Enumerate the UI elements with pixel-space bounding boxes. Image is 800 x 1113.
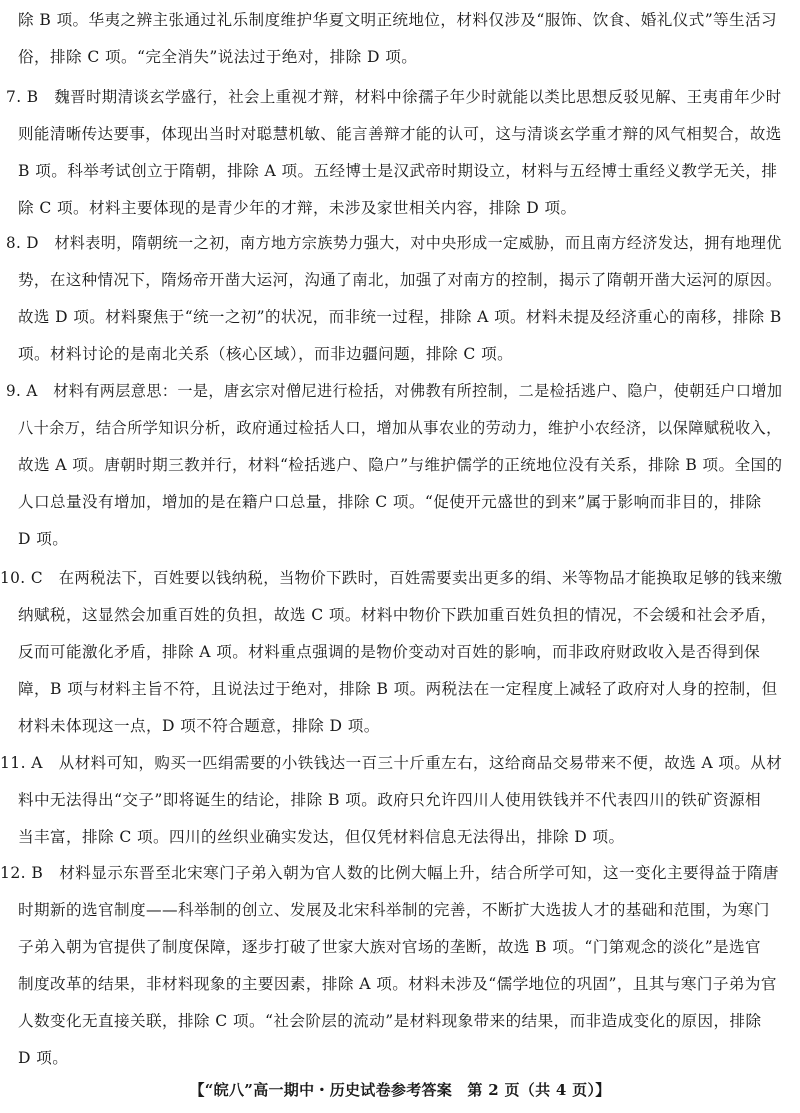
answer-line: 纳赋税，这显然会加重百姓的负担，故选 C 项。材料中物价下跌加重百姓负担的情况，不会缓和社会矛盾，: [18, 606, 777, 624]
answer-line: 11. A 从材料可知，购买一匹绢需要的小铁钱达一百三十斤重左右，这给商品交易带来不便，故选 A 项。从材: [0, 754, 783, 772]
answer-line: D 项。: [18, 1049, 69, 1067]
answer-line: 料中无法得出“交子”即将诞生的结论，排除 B 项。政府只允许四川人使用铁钱并不代表四川的铁矿资源相: [18, 791, 762, 809]
answer-line: 子弟入朝为官提供了制度保障，逐步打破了世家大族对官场的垄断，故选 B 项。“门第观念的淡化”是选官: [18, 938, 762, 956]
answer-line: 当丰富，排除 C 项。四川的丝织业确实发达，但仅凭材料信息无法得出，排除 D 项。: [18, 828, 625, 846]
answer-line: 10. C 在两税法下，百姓要以钱纳税，当物价下跌时，百姓需要卖出更多的绢、米等物品才能换取足够的钱来缴: [0, 569, 783, 587]
answer-line: 故选 D 项。材料聚焦于“统一之初”的状况，而非统一过程，排除 A 项。材料未提及经济重心的南移，排除 B: [18, 308, 782, 326]
answer-line: B 项。科举考试创立于隋朝，排除 A 项。五经博士是汉武帝时期设立，材料与五经博士重经义教学无关，排: [18, 162, 778, 180]
page-footer: 【“皖八”高一期中・历史试卷参考答案 第 2 页（共 4 页）】: [189, 1081, 611, 1099]
answer-line: 项。材料讨论的是南北关系（核心区域），而非边疆问题，排除 C 项。: [18, 345, 514, 363]
answer-line: 人口总量没有增加，增加的是在籍户口总量，排除 C 项。“促使开元盛世的到来”属于影响而非目的，排除: [18, 493, 762, 511]
answer-line: 俗，排除 C 项。“完全消失”说法过于绝对，排除 D 项。: [18, 48, 418, 66]
answer-line: 除 C 项。材料主要体现的是青少年的才辩，未涉及家世相关内容，排除 D 项。: [18, 199, 577, 217]
answer-line: 时期新的选官制度——科举制的创立、发展及北宋科举制的完善，不断扩大选拔人才的基础和范围，为寒门: [18, 901, 770, 919]
answer-line: 材料未体现这一点，D 项不符合题意，排除 D 项。: [18, 717, 380, 735]
answer-line: 8. D 材料表明，隋朝统一之初，南方地方宗族势力强大，对中央形成一定威胁，而且南方经济发达，拥有地理优: [6, 234, 782, 252]
answer-line: 制度改革的结果，非材料现象的主要因素，排除 A 项。材料未涉及“儒学地位的巩固”，且其与寒门子弟为官: [18, 975, 777, 993]
answer-line: 则能清晰传达要事，体现出当时对聪慧机敏、能言善辩才能的认可，这与清谈玄学重才辩的风气相契合，故选: [18, 125, 782, 143]
answer-line: 反而可能激化矛盾，排除 A 项。材料重点强调的是物价变动对百姓的影响，而非政府财政收入是否得到保: [18, 643, 761, 661]
answer-line: D 项。: [18, 530, 69, 548]
answer-line: 除 B 项。华夷之辨主张通过礼乐制度维护华夏文明正统地位，材料仅涉及“服饰、饮食、婚礼仪式”等生活习: [18, 11, 778, 29]
answer-line: 12. B 材料显示东晋至北宋寒门子弟入朝为官人数的比例大幅上升，结合所学可知，这一变化主要得益于隋唐: [0, 864, 779, 882]
answer-line: 势，在这种情况下，隋炀帝开凿大运河，沟通了南北，加强了对南方的控制，揭示了隋朝开凿大运河的原因。: [18, 271, 782, 289]
answer-line: 9. A 材料有两层意思：一是，唐玄宗对僧尼进行检括，对佛教有所控制，二是检括逃户、隐户，使朝廷户口增加: [6, 382, 783, 400]
answer-line: 人数变化无直接关联，排除 C 项。“社会阶层的流动”是材料现象带来的结果，而非造成变化的原因，排除: [18, 1012, 762, 1030]
answer-line: 障，B 项与材料主旨不符，且说法过于绝对，排除 B 项。两税法在一定程度上减轻了政府对人身的控制，但: [18, 680, 778, 698]
answer-line: 八十余万，结合所学知识分析，政府通过检括人口，增加从事农业的劳动力，维护小农经济，以保障赋税收入，: [18, 419, 782, 437]
answer-line: 故选 A 项。唐朝时期三教并行，材料“检括逃户、隐户”与维护儒学的正统地位没有关系，排除 B 项。全国的: [18, 456, 783, 474]
answer-line: 7. B 魏晋时期清谈玄学盛行，社会上重视才辩，材料中徐孺子年少时就能以类比思想反驳见解、王夷甫年少时: [6, 88, 782, 106]
